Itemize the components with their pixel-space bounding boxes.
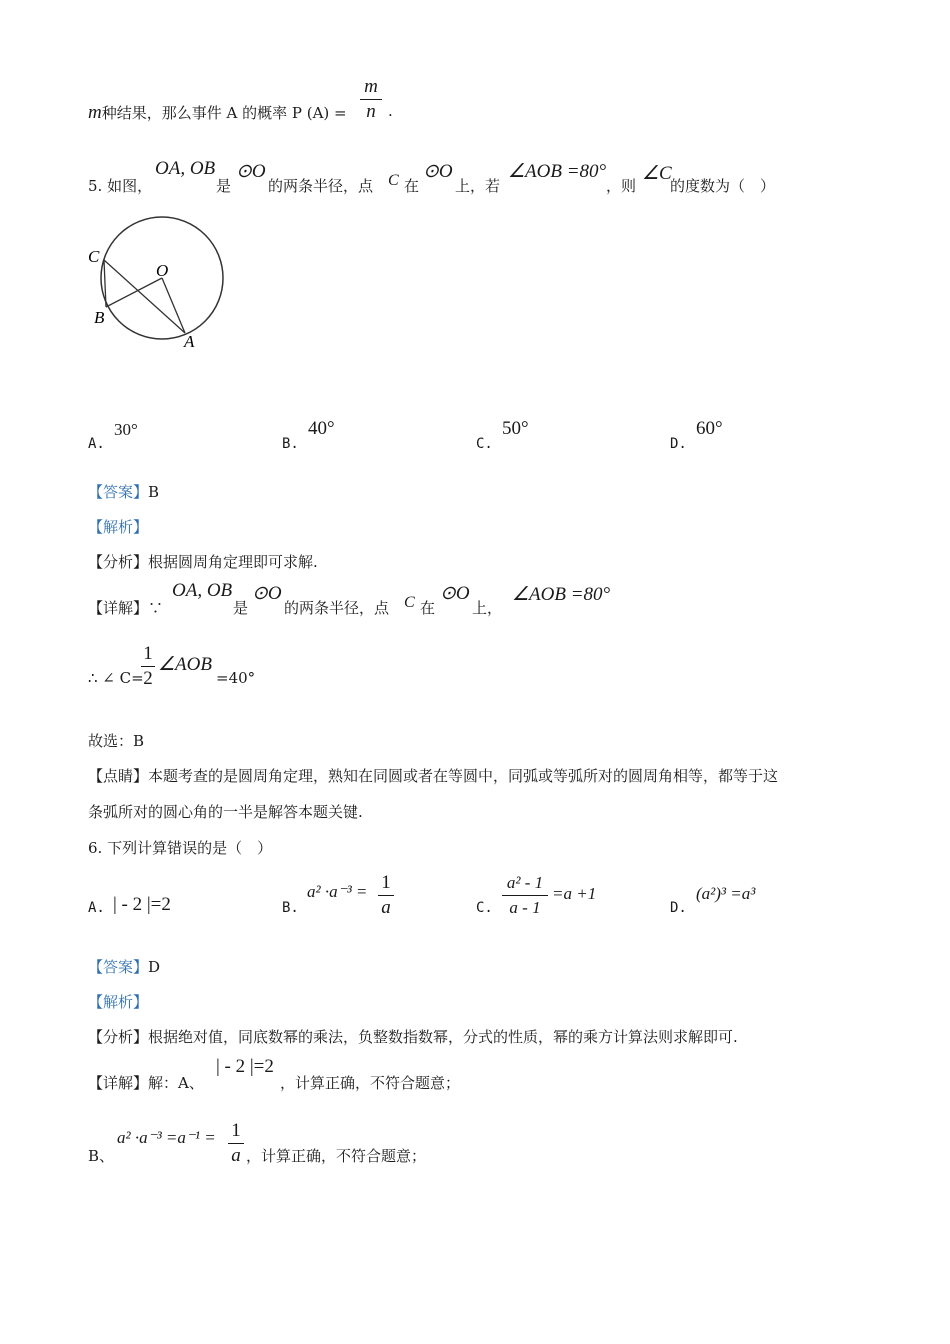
var-m: m — [88, 102, 102, 123]
fraction-bar — [141, 666, 155, 667]
fraction-numerator: 1 — [381, 872, 391, 893]
q6-option-d-letter: D. — [670, 900, 687, 916]
q6-detail-a — [88, 1072, 204, 1093]
q5-angle-c: ∠C — [642, 163, 672, 184]
q5-angle-aob: ∠AOB =80° — [508, 161, 607, 182]
q5-option-a-value: 30° — [114, 420, 138, 439]
q6-analysis-tag: 【解析】 — [88, 993, 149, 1011]
fraction-one-half — [141, 643, 155, 690]
q5-point-c: C — [388, 172, 399, 189]
q5-dianjing-1 — [88, 765, 778, 786]
q5-detail-tag — [88, 597, 163, 618]
fenxi-text: 根据绝对值，同底数幂的乘法，负整数指数幂，分式的性质，幂的乘方计算法则求解即可. — [148, 1028, 738, 1046]
fraction-denominator: n — [366, 101, 376, 122]
q5-is: 是 — [216, 177, 232, 195]
q6-option-c-fraction — [502, 872, 548, 919]
therefore-result: =40° — [216, 669, 256, 687]
q6-detail-b-suffix: ，计算正确，不符合题意； — [246, 1147, 427, 1165]
q6-option-a-expr: | - 2 |=2 — [113, 894, 171, 915]
dianjing-tag: 【点睛】 — [88, 767, 149, 785]
q6-fenxi — [88, 1026, 738, 1047]
detail-tag: 【详解】 — [88, 599, 149, 617]
q5-number: 5. 如图， — [88, 177, 153, 195]
fenxi-text: 根据圆周角定理即可求解. — [148, 553, 318, 571]
fraction-numerator: 1 — [231, 1120, 241, 1141]
q6-option-d-expr: (a²)³ =a³ — [696, 884, 756, 903]
answer-tag: 【答案】 — [88, 483, 149, 501]
fraction-bar — [228, 1143, 244, 1144]
q6-answer — [88, 956, 160, 977]
q6-option-c-letter: C. — [476, 900, 493, 916]
fraction-numerator: m — [364, 76, 378, 97]
q5-option-a-letter: A. — [88, 436, 105, 452]
fraction-bar — [378, 895, 394, 896]
q5-option-b-letter: B. — [282, 436, 299, 452]
fraction-numerator: a² - 1 — [506, 873, 544, 892]
detail-circle-o-2: ⊙O — [440, 583, 470, 604]
circle-figure — [84, 210, 234, 350]
segment-ca — [104, 260, 185, 333]
fraction-denominator: 2 — [143, 668, 153, 689]
q5-circle-o: ⊙O — [236, 161, 266, 182]
fraction-bar — [360, 99, 382, 100]
q6-option-a-letter: A. — [88, 900, 105, 916]
q6-option-c-right: =a +1 — [552, 884, 597, 903]
fraction-bar — [502, 895, 548, 896]
fraction-numerator: 1 — [143, 643, 153, 664]
q5-circle-o-2: ⊙O — [423, 161, 453, 182]
label-c: C — [88, 247, 100, 266]
fraction-denominator: a - 1 — [509, 898, 541, 917]
detail-at: 在 — [420, 599, 436, 617]
q5-option-d-value: 60° — [696, 418, 723, 439]
q5-answer — [88, 481, 159, 502]
q6-option-b-expr: a² ·a⁻³ = — [307, 882, 368, 901]
q5-oa-ob: OA, OB — [155, 158, 216, 179]
q6-option-b-fraction — [378, 872, 394, 919]
detail-on: 上， — [472, 599, 503, 617]
detail-oa-ob: OA, OB — [172, 580, 233, 601]
q5-option-c-value: 50° — [502, 418, 529, 439]
dianjing-text-1: 本题考查的是圆周角定理，熟知在同圆或者在等圆中，同弧或等弧所对的圆周角相等，都等于这 — [148, 767, 779, 785]
detail-a-prefix: 解：A、 — [148, 1074, 204, 1092]
prev-line — [88, 102, 347, 124]
q5-dianjing-2: 条弧所对的圆心角的一半是解答本题关键. — [88, 803, 363, 821]
label-a: A — [184, 332, 195, 350]
q5-option-c-letter: C. — [476, 436, 493, 452]
q5-then: ，则 — [606, 177, 637, 195]
because-symbol: ∵ — [148, 599, 164, 617]
q5-option-b-value: 40° — [308, 418, 335, 439]
q5-fenxi — [88, 551, 318, 572]
q6-detail-b-prefix: B、 — [88, 1147, 115, 1165]
q6-number: 6. 下列计算错误的是（ ） — [88, 839, 273, 857]
fraction-denominator: a — [381, 897, 391, 918]
detail-point-c: C — [404, 594, 415, 611]
q6-detail-b-expr: a² ·a⁻³ =a⁻¹ = — [117, 1128, 216, 1147]
q5-analysis-tag: 【解析】 — [88, 518, 149, 536]
label-o: O — [156, 261, 169, 280]
answer-value: D — [148, 958, 161, 976]
q5-option-d-letter: D. — [670, 436, 687, 452]
q6-detail-a-suffix: ，计算正确，不符合题意； — [280, 1074, 461, 1092]
prev-line-end: . — [388, 102, 393, 120]
q5-choose: 故选：B — [88, 732, 145, 750]
prev-line-text: 种结果，那么事件 A 的概率 P (A) = — [101, 104, 347, 122]
q6-option-b-letter: B. — [282, 900, 299, 916]
q5-radius-text: 的两条半径，点 — [268, 177, 374, 195]
therefore-angle-aob: ∠AOB — [158, 654, 212, 675]
q6-detail-a-expr: | - 2 |=2 — [216, 1056, 274, 1077]
answer-value: B — [148, 483, 160, 501]
q5-on-if: 上，若 — [455, 177, 501, 195]
fenxi-tag: 【分析】 — [88, 1028, 149, 1046]
detail-radius-text: 的两条半径，点 — [284, 599, 390, 617]
therefore-line: ∴ ∠ C= — [88, 669, 144, 687]
fraction-denominator: a — [231, 1145, 241, 1166]
answer-tag: 【答案】 — [88, 958, 149, 976]
segment-bo — [106, 278, 162, 307]
q5-at: 在 — [404, 177, 420, 195]
q5-ask: 的度数为（ ） — [670, 177, 776, 195]
fenxi-tag: 【分析】 — [88, 553, 149, 571]
label-b: B — [94, 308, 105, 327]
detail-tag: 【详解】 — [88, 1074, 149, 1092]
q6-detail-b-fraction — [228, 1120, 244, 1167]
segment-oa — [162, 278, 185, 333]
detail-is: 是 — [233, 599, 249, 617]
fraction-m-over-n — [360, 76, 382, 123]
detail-angle-aob: ∠AOB =80° — [512, 584, 611, 605]
detail-circle-o: ⊙O — [252, 583, 282, 604]
